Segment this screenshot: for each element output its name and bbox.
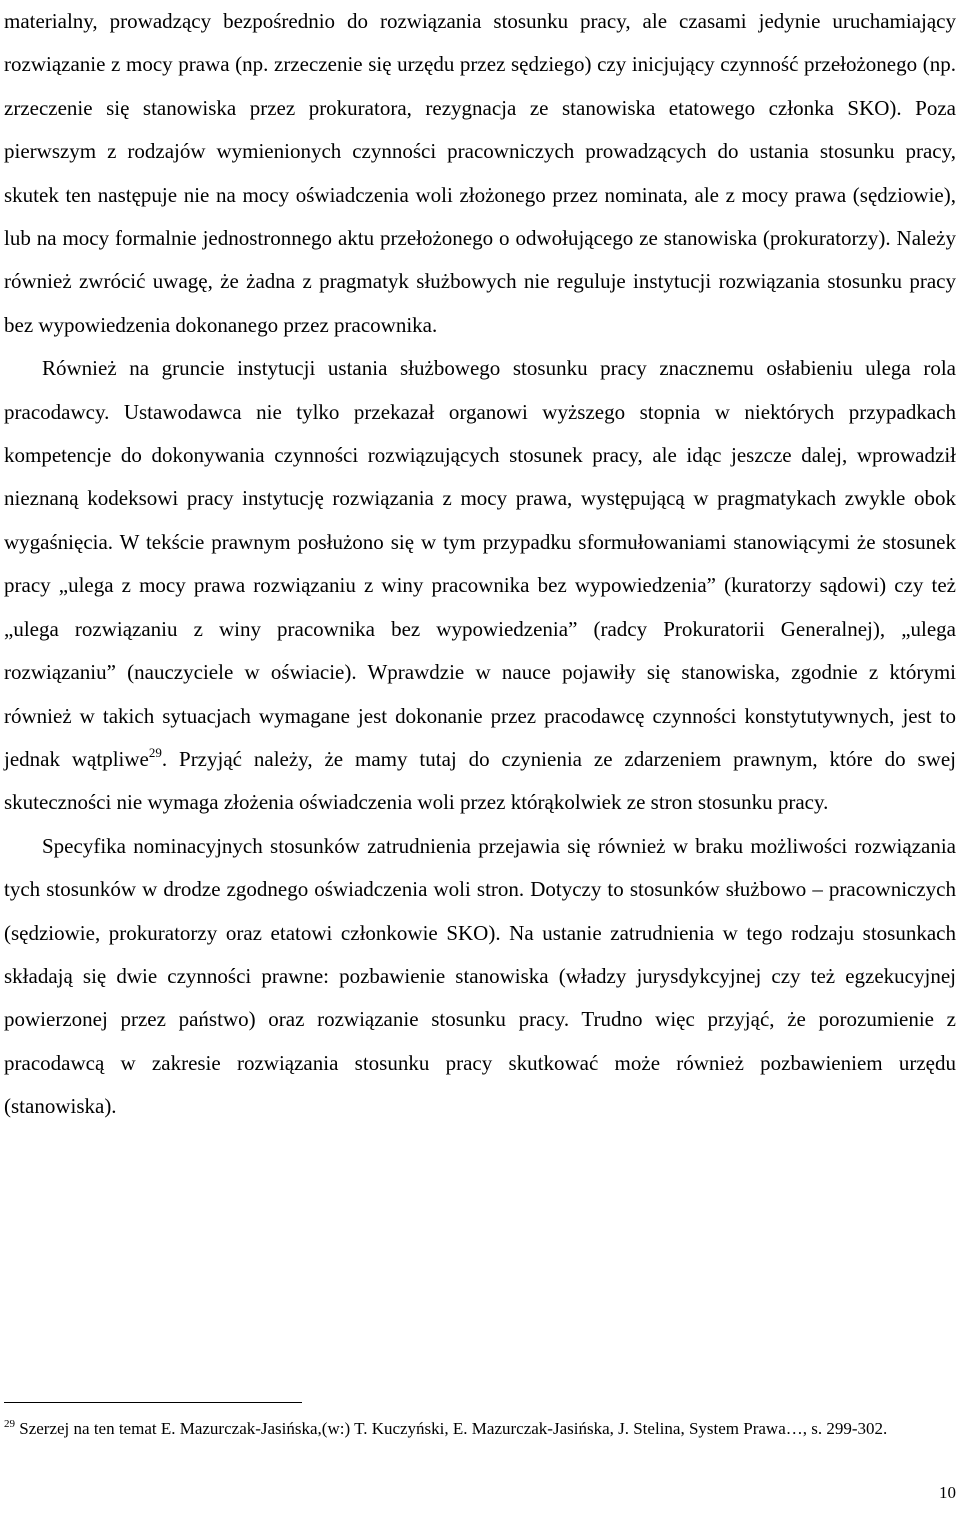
- paragraph-1-text: materialny, prowadzący bezpośrednio do rozwiązania stosunku pracy, ale czasami jedynie uruchamiający rozwiązanie z mocy prawa (np. zrzeczenie się urzędu przez sędziego) czy inicjujący czynność przełożonego (np. zrzeczenie się stanowiska przez prokuratora, rezygnacja ze stanowiska etatowego członka SKO). Poza pierwszym z rodzajów wymienionych czynności pracowniczych prowadzących do ustania stosunku pracy, skutek ten następuje nie na mocy oświadczenia woli złożonego przez nominata, ale z mocy prawa (sędziowie), lub na mocy formalnie jednostronnego aktu przełożonego o odwołującego ze stanowiska (prokuratorzy). Należy również zwrócić uwagę, że żadna z pragmatyk służbowych nie reguluje instytucji rozwiązania stosunku pracy bez wypowiedzenia dokonanego przez pracownika.: [4, 9, 956, 337]
- paragraph-3: [4, 825, 956, 1129]
- paragraph-1: [4, 0, 956, 347]
- footnote-number: 29: [4, 1418, 15, 1430]
- footnote-reference[interactable]: 29: [148, 744, 162, 760]
- paragraph-2: [4, 347, 956, 824]
- paragraph-3-text: Specyfika nominacyjnych stosunków zatrudnienia przejawia się również w braku możliwości rozwiązania tych stosunków w drodze zgodnego oświadczenia woli stron. Dotyczy to stosunków służbowo – pracowniczych (sędziowie, prokuratorzy oraz etatowi członkowie SKO). Na ustanie zatrudnienia w tego rodzaju stosunkach składają się dwie czynności prawne: pozbawienie stanowiska (władzy jurysdykcyjnej czy też egzekucyjnej powierzonej przez państwo) oraz rozwiązanie stosunku pracy. Trudno więc przyjąć, że porozumienie z pracodawcą w zakresie rozwiązania stosunku pracy skutkować może również pozbawieniem urzędu (stanowiska).: [4, 833, 956, 1119]
- footnote-separator: [4, 1402, 302, 1403]
- paragraph-2-text-continued: . Przyjąć należy, że mamy tutaj do czynienia ze zdarzeniem prawnym, które do swej skuteczności nie wymaga złożenia oświadczenia woli przez którąkolwiek ze stron stosunku pracy.: [4, 746, 956, 815]
- footnote: [4, 1416, 944, 1441]
- body-text: [4, 0, 956, 1129]
- footnote-text: Szerzej na ten temat E. Mazurczak-Jasińska,(w:) T. Kuczyński, E. Mazurczak-Jasińska, J. Stelina, System Prawa…, s. 299-302.: [15, 1419, 888, 1438]
- page-number: 10: [939, 1483, 956, 1502]
- paragraph-2-text: Również na gruncie instytucji ustania służbowego stosunku pracy znacznemu osłabieniu ulega rola pracodawcy. Ustawodawca nie tylko przekazał organowi wyższego stopnia w niektórych przypadkach kompetencje do dokonywania czynności rozwiązujących stosunek pracy, ale idąc jeszcze dalej, wprowadził nieznaną kodeksowi pracy instytucję rozwiązania z mocy prawa, występującą w pragmatykach zwykle obok wygaśnięcia. W tekście prawnym posłużono się w tym przypadku sformułowaniami stanowiącymi że stosunek pracy „ulega z mocy prawa rozwiązaniu z winy pracownika bez wypowiedzenia” (kuratorzy sądowi) czy też „ulega rozwiązaniu z winy pracownika bez wypowiedzenia” (radcy Prokuratorii Generalnej), „ulega rozwiązaniu” (nauczyciele w oświacie). Wprawdzie w nauce pojawiły się stanowiska, zgodnie z którymi również w takich sytuacjach wymagane jest dokonanie przez pracodawcę czynności konstytutywnych, jest to jednak wątpliwe: [4, 356, 956, 771]
